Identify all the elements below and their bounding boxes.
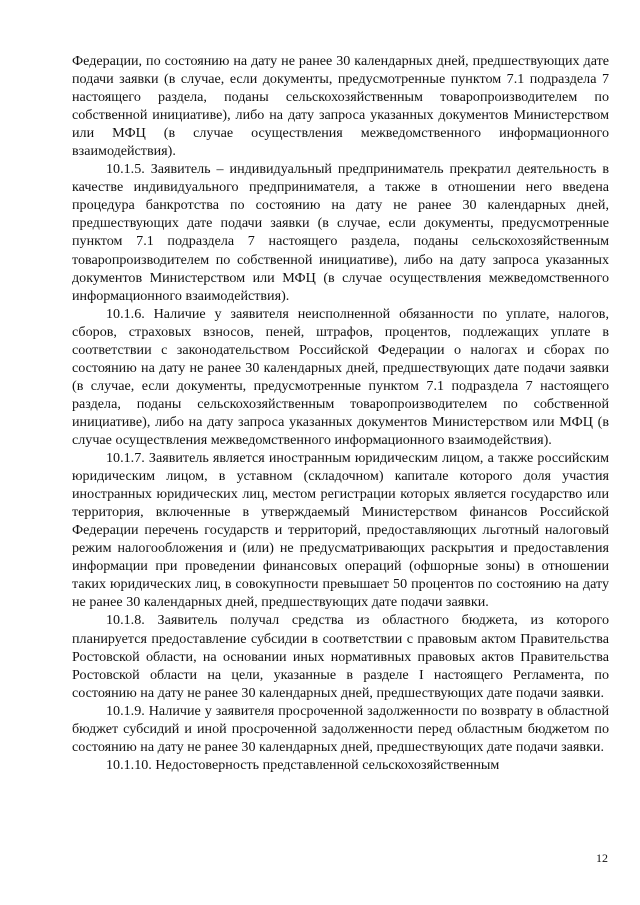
page-number: 12	[596, 851, 608, 865]
paragraph-10-1-6: 10.1.6. Наличие у заявителя неисполненной обязанности по уплате, налогов, сборов, страховых взносов, пеней, штрафов, процентов, подлежащих уплате в соответствии с законодательством Российской Федерации о налогах и сборах по состоянию на дату не ранее 30 календарных дней, предшествующих дате подачи заявки (в случае, если документы, предусмотренные пунктом 7.1 подраздела 7 настоящего раздела, поданы сельскохозяйственным товаропроизводителем по собственной инициативе), либо на дату запроса указанных документов Министерством или МФЦ (в случае осуществления межведомственного информационного взаимодействия).	[72, 305, 609, 448]
paragraph-10-1-8: 10.1.8. Заявитель получал средства из областного бюджета, из которого планируется предоставление субсидии в соответствии с правовым актом Правительства Ростовской области, на основании иных нормативных правовых актов Правительства Ростовской области на цели, указанные в разделе I настоящего Регламента, по состоянию на дату не ранее 30 календарных дней, предшествующих дате подачи заявки.	[72, 612, 609, 701]
paragraph-continuation: Федерации, по состоянию на дату не ранее 30 календарных дней, предшествующих дате подачи заявки (в случае, если документы, предусмотренные пунктом 7.1 подраздела 7 настоящего раздела, поданы сельскохозяйственным товаропроизводителем по собственной инициативе), либо на дату запроса указанных документов Министерством или МФЦ (в случае осуществления межведомственного информационного взаимодействия).	[72, 53, 609, 160]
paragraph-10-1-9: 10.1.9. Наличие у заявителя просроченной задолженности по возврату в областной бюджет субсидий и иной просроченной задолженности перед областным бюджетом по состоянию на дату не ранее 30 календарных дней, предшествующих дате подачи заявки.	[72, 702, 609, 755]
paragraph-10-1-5: 10.1.5. Заявитель – индивидуальный предприниматель прекратил деятельность в качестве индивидуального предпринимателя, а также в отношении него введена процедура банкротства по состоянию на дату не ранее 30 календарных дней, предшествующих дате подачи заявки (в случае, если документы, предусмотренные пунктом 7.1 подраздела 7 настоящего раздела, поданы сельскохозяйственным товаропроизводителем по собственной инициативе), либо на дату запроса указанных документов Министерством или МФЦ (в случае осуществления межведомственного информационного взаимодействия).	[72, 161, 609, 304]
paragraph-10-1-7: 10.1.7. Заявитель является иностранным юридическим лицом, а также российским юридическим лицом, в уставном (складочном) капитале которого доля участия иностранных юридических лиц, местом регистрации которых является государство или территория, включенные в утверждаемый Министерством финансов Российской Федерации перечень государств и территорий, предоставляющих льготный налоговый режим налогообложения и (или) не предусматривающих раскрытия и предоставления информации при проведении финансовых операций (офшорные зоны) в отношении таких юридических лиц, в совокупности превышает 50 процентов по состоянию на дату не ранее 30 календарных дней, предшествующих дате подачи заявки.	[72, 450, 609, 611]
paragraph-10-1-10: 10.1.10. Недостоверность представленной сельскохозяйственным	[106, 756, 500, 773]
document-body	[72, 52, 609, 774]
